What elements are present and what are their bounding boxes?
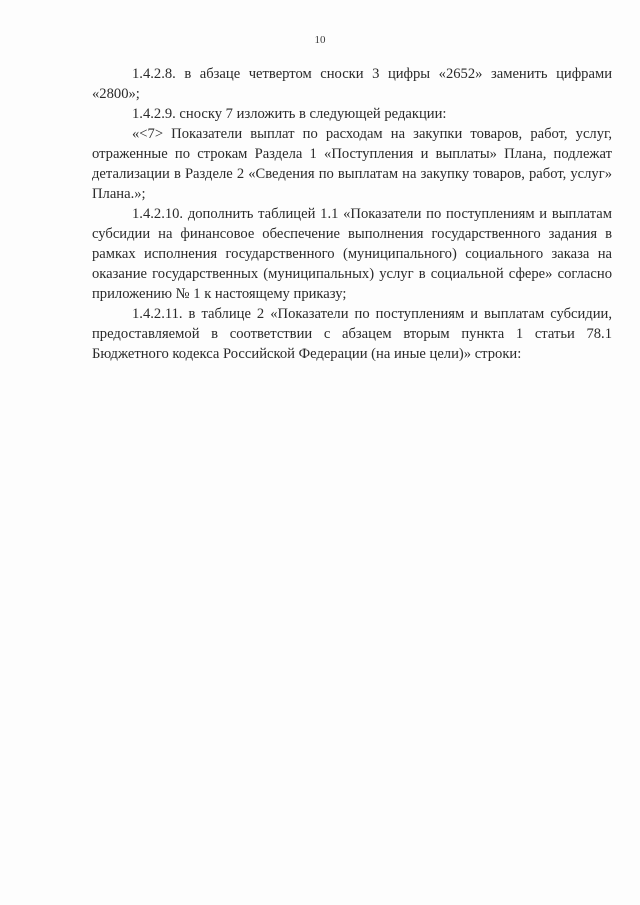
page-number: 10: [314, 34, 326, 46]
paragraph-1-4-2-8: 1.4.2.8. в абзаце четвертом сноски 3 цифры «2652» заменить цифрами «2800»;: [92, 66, 612, 102]
paragraph-1-4-2-11: 1.4.2.11. в таблице 2 «Показатели по поступлениям и выплатам субсидии, предоставляемой в соответствии с абзацем вторым пункта 1 статьи 78.1 Бюджетного кодекса Российской Федерации (на иные цели)» строки:: [92, 306, 612, 362]
document-body: [92, 64, 612, 364]
paragraph-1-4-2-10: 1.4.2.10. дополнить таблицей 1.1 «Показатели по поступлениям и выплатам субсидии на финансовое обеспечение выполнения государственного задания в рамках исполнения государственного (муниципального) социального заказа на оказание государственных (муниципальных) услуг в социальной сфере» согласно приложению № 1 к настоящему приказу;: [92, 206, 612, 302]
paragraph-footnote-7-text: «<7> Показатели выплат по расходам на закупки товаров, работ, услуг, отраженные по строкам Раздела 1 «Поступления и выплаты» Плана, подлежат детализации в Разделе 2 «Сведения по выплатам на закупку товаров, работ, услуг» Плана.»;: [92, 126, 612, 202]
paragraph-1-4-2-9: 1.4.2.9. сноску 7 изложить в следующей редакции:: [132, 106, 447, 122]
